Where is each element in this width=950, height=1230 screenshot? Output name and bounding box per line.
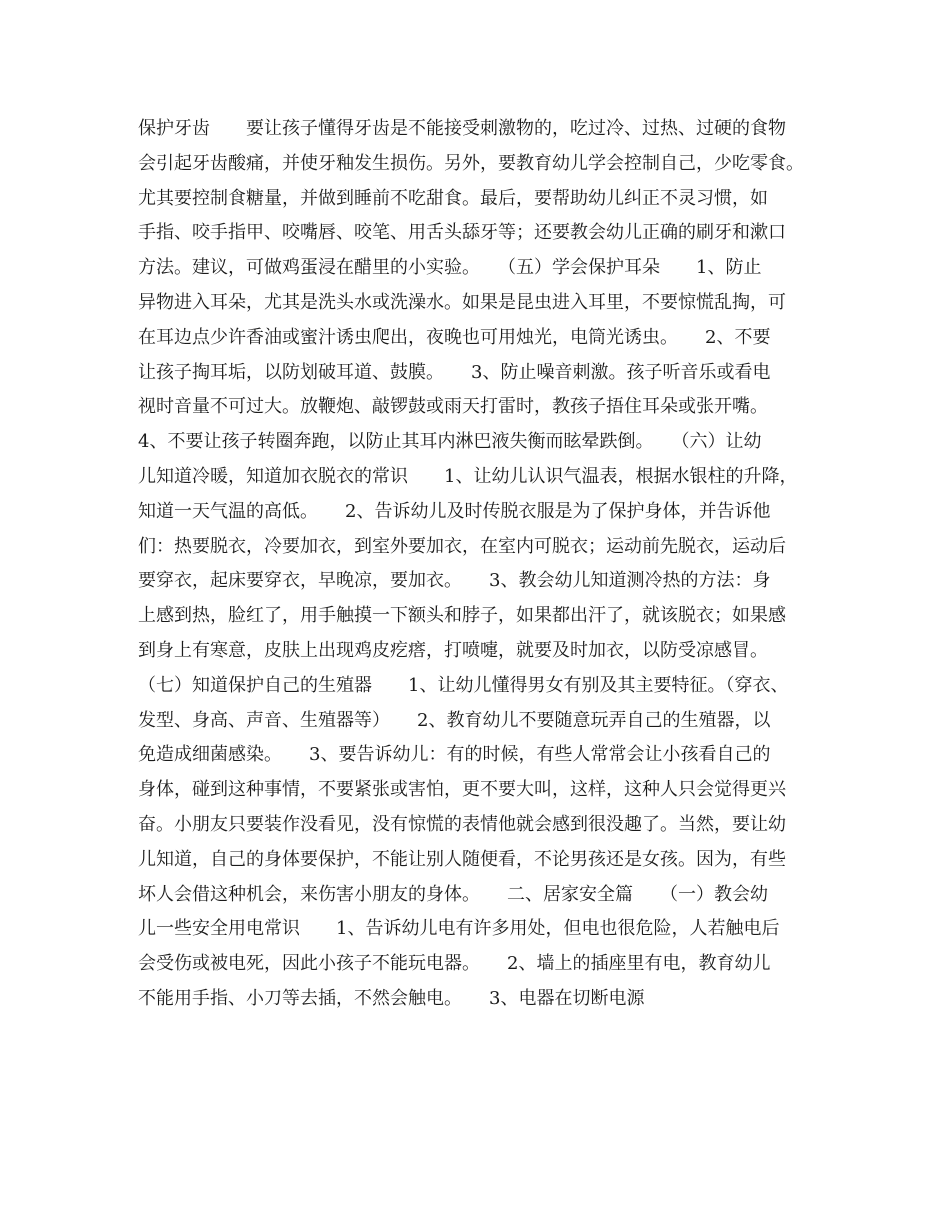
text-line: 们：热要脱衣，冷要加衣，到室外要加衣，在室内可脱衣；运动前先脱衣，运动后: [138, 535, 786, 557]
text-line: 到身上有寒意，皮肤上出现鸡皮疙瘩，打喷嚏，就要及时加衣，以防受凉感冒。: [138, 639, 768, 661]
text-line: 奋。小朋友只要装作没看见，没有惊慌的表情他就会感到很没趣了。当然，要让幼: [138, 813, 786, 835]
text-line: 手指、咬手指甲、咬嘴唇、咬笔、用舌头舔牙等；还要教会幼儿正确的刷牙和漱口: [138, 222, 786, 244]
text-line: （七）知道保护自己的生殖器 1、让幼儿懂得男女有别及其主要特征。（穿衣、: [138, 674, 789, 696]
text-line: 发型、身高、声音、生殖器等） 2、教育幼儿不要随意玩弄自己的生殖器，以: [138, 709, 771, 731]
text-line: 保护牙齿 要让孩子懂得牙齿是不能接受刺激物的，吃过冷、过热、过硬的食物: [138, 118, 786, 139]
text-line: 在耳边点少许香油或蜜汁诱虫爬出，夜晚也可用烛光，电筒光诱虫。 2、不要: [138, 326, 771, 348]
body-text: [138, 112, 828, 1017]
text-line: 尤其要控制食糖量，并做到睡前不吃甜食。最后，要帮助幼儿纠正不灵习惯，如: [138, 187, 768, 209]
text-line: 儿一些安全用电常识 1、告诉幼儿电有许多用处，但电也很危险，人若触电后: [138, 918, 780, 940]
text-line: 方法。建议，可做鸡蛋浸在醋里的小实验。 （五）学会保护耳朵 1、防止: [138, 257, 762, 279]
text-line: 上感到热，脸红了，用手触摸一下额头和脖子，如果都出汗了，就该脱衣；如果感: [138, 605, 786, 627]
text-line: 身体，碰到这种事情，不要紧张或害怕，更不要大叫，这样，这种人只会觉得更兴: [138, 779, 786, 801]
text-line: 视时音量不可过大。放鞭炮、敲锣鼓或雨天打雷时，教孩子捂住耳朵或张开嘴。: [138, 396, 768, 418]
text-line: 坏人会借这种机会，来伤害小朋友的身体。 二、居家安全篇 （一）教会幼: [138, 883, 768, 905]
text-line: 知道一天气温的高低。 2、告诉幼儿及时传脱衣服是为了保护身体，并告诉他: [138, 500, 771, 522]
text-line: 4、不要让孩子转圈奔跑，以防止其耳内淋巴液失衡而眩晕跌倒。 （六）让幼: [138, 431, 762, 453]
text-line: 儿知道，自己的身体要保护，不能让别人随便看，不论男孩还是女孩。因为，有些: [138, 848, 786, 870]
text-line: 免造成细菌感染。 3、要告诉幼儿：有的时候，有些人常常会让小孩看自己的: [138, 744, 771, 766]
text-line: 会受伤或被电死，因此小孩子不能玩电器。 2、墙上的插座里有电，教育幼儿: [138, 953, 771, 975]
text-line: 让孩子掏耳垢，以防划破耳道、鼓膜。 3、防止噪音刺激。孩子听音乐或看电: [138, 361, 771, 383]
text-line: 会引起牙齿酸痛，并使牙釉发生损伤。另外，要教育幼儿学会控制自己，少吃零食。: [138, 152, 804, 174]
text-line: 要穿衣，起床要穿衣，早晚凉，要加衣。 3、教会幼儿知道测冷热的方法：身: [138, 570, 771, 592]
text-line: 儿知道冷暖，知道加衣脱衣的常识 1、让幼儿认识气温表，根据水银柱的升降，: [138, 465, 798, 487]
text-line: 异物进入耳朵，尤其是洗头水或洗澡水。如果是昆虫进入耳里，不要惊慌乱掏，可: [138, 291, 786, 313]
text-line: 不能用手指、小刀等去插，不然会触电。 3、电器在切断电源: [138, 987, 645, 1009]
